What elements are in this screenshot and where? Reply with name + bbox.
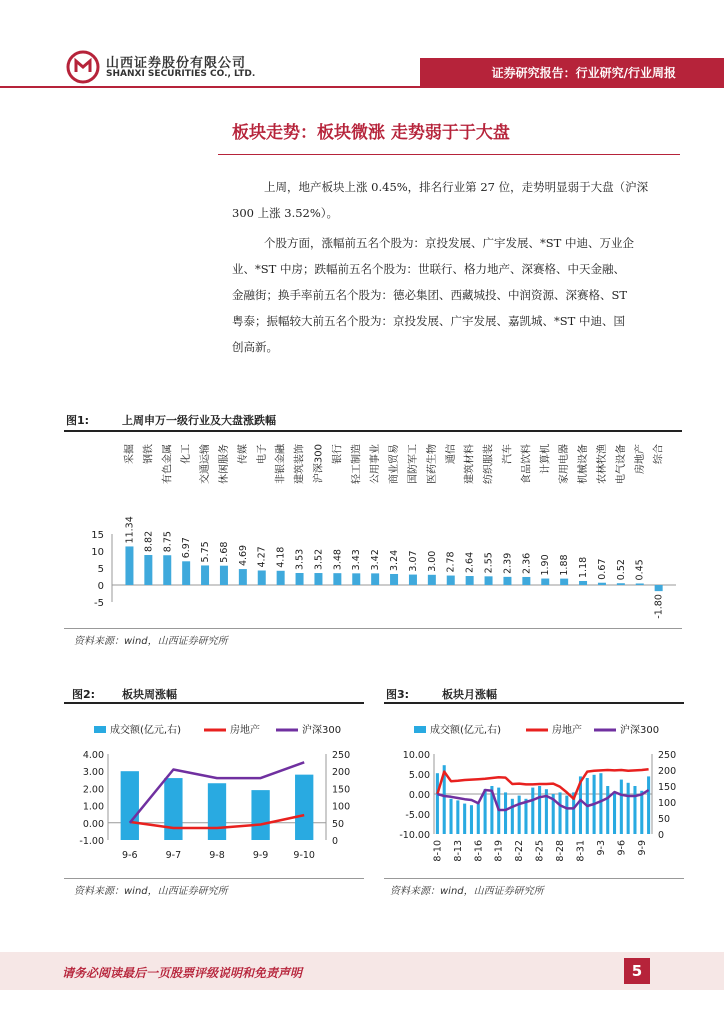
fig1-value-label: 3.43 bbox=[351, 549, 363, 571]
company-name-cn: 山西证券股份有限公司 bbox=[106, 56, 247, 71]
fig1-category-label: 综合 bbox=[653, 444, 665, 464]
fig2-bottom-rule bbox=[64, 878, 364, 879]
fig3-volume-bar bbox=[463, 804, 466, 834]
fig3-x-tick: 9-6 bbox=[616, 840, 628, 856]
fig3-volume-bar bbox=[456, 800, 459, 834]
fig2-volume-bar bbox=[164, 778, 182, 840]
fig1-category-label: 传媒 bbox=[237, 444, 249, 464]
fig1-bar bbox=[409, 575, 417, 585]
fig1-category-label: 非银金融 bbox=[275, 444, 287, 484]
fig3-volume-bar bbox=[633, 786, 636, 834]
fig1-category-label: 计算机 bbox=[540, 444, 552, 474]
fig1-category-label: 休闲服务 bbox=[218, 444, 230, 484]
fig1-value-label: 2.64 bbox=[464, 551, 476, 574]
fig3-volume-bar bbox=[620, 780, 623, 834]
fig3-volume-bar bbox=[470, 805, 473, 834]
fig1-category-label: 建筑材料 bbox=[464, 444, 476, 484]
fig3-volume-bar bbox=[484, 789, 487, 834]
fig1-value-label: 4.69 bbox=[237, 544, 249, 567]
paragraph-line: 个股方面，涨幅前五名个股为：京投发展、广宇发展、*ST 中迪、万业企 bbox=[264, 236, 634, 250]
fig1-category-label: 交通运输 bbox=[200, 444, 212, 484]
fig3-right-tick: 200 bbox=[658, 766, 677, 777]
fig1-value-label: 1.88 bbox=[559, 554, 571, 576]
fig1-value-label: 2.39 bbox=[502, 552, 514, 574]
fig3-legend-label: 成交额(亿元,右) bbox=[430, 725, 501, 736]
fig1-y-tick: 0 bbox=[97, 581, 104, 592]
fig1-y-tick: 15 bbox=[91, 530, 104, 541]
fig3-volume-bar bbox=[613, 792, 616, 834]
fig1-value-label: 8.75 bbox=[162, 531, 174, 553]
fig1-bar bbox=[296, 573, 304, 585]
fig1-bar bbox=[371, 573, 379, 585]
fig1-bar bbox=[447, 576, 455, 585]
fig2-left-tick: 3.00 bbox=[82, 767, 104, 779]
paragraph-line: 粤泰；振幅较大前五名个股为：京投发展、广宇发展、嘉凯城、*ST 中迪、国 bbox=[232, 314, 625, 328]
fig1-category-label: 汽车 bbox=[502, 444, 514, 464]
fig1-value-label: 2.36 bbox=[521, 552, 533, 574]
fig3-volume-bar bbox=[449, 799, 452, 834]
fig1-bar bbox=[541, 579, 549, 585]
fig3-source: 资料来源：wind，山西证券研究所 bbox=[390, 886, 544, 897]
fig1-bar bbox=[258, 570, 266, 585]
fig3-label: 图3: bbox=[386, 688, 410, 701]
fig2-top-rule bbox=[64, 702, 364, 704]
fig1-value-label: 8.82 bbox=[143, 530, 155, 553]
fig2-right-tick: 100 bbox=[332, 801, 351, 813]
fig1-bar bbox=[428, 575, 436, 585]
fig1-bar bbox=[655, 585, 663, 591]
paragraph-line: 300 上涨 3.52%）。 bbox=[232, 206, 339, 220]
fig3-right-tick: 100 bbox=[658, 798, 677, 809]
fig3-volume-bar bbox=[477, 804, 480, 834]
fig3-volume-bar bbox=[518, 796, 521, 834]
fig1-bar bbox=[485, 576, 493, 585]
fig3-chart bbox=[384, 712, 684, 878]
fig3-x-tick: 8-16 bbox=[473, 840, 485, 862]
fig1-category-label: 化工 bbox=[181, 444, 193, 464]
fig3-right-tick: 0 bbox=[658, 830, 665, 841]
fig1-category-label: 家用电器 bbox=[559, 444, 571, 485]
fig3-bottom-rule bbox=[384, 878, 684, 879]
fig2-title: 板块周涨幅 bbox=[122, 688, 177, 701]
fig1-bar bbox=[220, 566, 228, 585]
fig3-x-tick: 8-28 bbox=[555, 840, 567, 862]
paragraph-line: 创高新。 bbox=[232, 340, 278, 354]
fig2-x-tick: 9-8 bbox=[209, 850, 225, 861]
fig3-x-tick: 8-10 bbox=[432, 840, 444, 862]
fig1-bar bbox=[182, 561, 190, 585]
fig1-bar bbox=[579, 581, 587, 585]
section-rule bbox=[218, 154, 680, 155]
fig1-category-label: 食品饮料 bbox=[521, 444, 533, 484]
fig1-category-label: 轻工制造 bbox=[351, 444, 363, 484]
report-type: 证券研究报告：行业研究/行业周报 bbox=[491, 66, 676, 80]
fig3-top-rule bbox=[384, 702, 684, 704]
fig1-category-label: 建筑装饰 bbox=[294, 444, 306, 484]
fig2-x-tick: 9-9 bbox=[252, 850, 269, 861]
fig1-category-label: 商业贸易 bbox=[389, 444, 401, 484]
fig1-value-label: 0.45 bbox=[634, 559, 646, 581]
fig1-category-label: 电气设备 bbox=[615, 444, 627, 484]
fig1-value-label: 2.78 bbox=[445, 551, 457, 573]
fig2-right-tick: 0 bbox=[332, 836, 339, 847]
fig1-value-label: 4.18 bbox=[275, 546, 287, 568]
fig3-x-tick: 9-3 bbox=[595, 840, 607, 856]
fig1-value-label: 3.42 bbox=[370, 549, 382, 571]
fig1-value-label: 6.97 bbox=[181, 537, 193, 559]
fig3-volume-bar bbox=[647, 776, 650, 834]
fig2-left-tick: -1.00 bbox=[79, 836, 104, 847]
fig3-left-tick: -10.00 bbox=[399, 830, 430, 841]
fig2-legend-label: 沪深300 bbox=[302, 725, 342, 736]
fig1-bar bbox=[144, 555, 152, 585]
fig3-x-tick: 8-13 bbox=[452, 840, 464, 862]
fig2-source: 资料来源：wind，山西证券研究所 bbox=[74, 886, 228, 897]
fig3-volume-bar bbox=[531, 788, 534, 834]
fig2-left-tick: 2.00 bbox=[82, 784, 104, 796]
fig1-bar bbox=[352, 573, 360, 585]
fig1-value-label: 3.07 bbox=[407, 550, 419, 572]
fig1-bar bbox=[617, 583, 625, 585]
fig1-bar bbox=[636, 583, 644, 585]
fig1-top-rule bbox=[64, 430, 682, 432]
fig2-right-tick: 200 bbox=[332, 767, 351, 779]
fig2-right-tick: 50 bbox=[332, 818, 345, 830]
fig1-bar bbox=[598, 583, 606, 585]
fig1-value-label: 5.68 bbox=[218, 541, 230, 563]
fig1-category-label: 医药生物 bbox=[426, 444, 438, 484]
fig1-source: 资料来源：wind，山西证券研究所 bbox=[74, 636, 228, 647]
fig1-value-label: 3.24 bbox=[389, 549, 401, 571]
fig1-category-label: 公用事业 bbox=[370, 444, 382, 484]
fig1-value-label: 11.34 bbox=[124, 516, 136, 544]
fig1-y-tick: 5 bbox=[97, 564, 104, 575]
fig3-legend-swatch bbox=[414, 726, 426, 733]
fig1-category-label: 电子 bbox=[256, 444, 268, 464]
fig1-category-label: 钢铁 bbox=[143, 444, 155, 464]
fig1-category-label: 有色金属 bbox=[162, 444, 174, 484]
fig3-x-tick: 9-9 bbox=[636, 840, 648, 856]
fig1-value-label: 3.53 bbox=[294, 548, 306, 570]
fig1-bar bbox=[201, 565, 209, 585]
fig3-hs300-line bbox=[437, 790, 648, 810]
fig1-category-label: 沪深300 bbox=[313, 444, 325, 484]
fig3-left-tick: 0.00 bbox=[408, 790, 430, 801]
fig3-volume-bar bbox=[558, 792, 561, 834]
fig1-bar bbox=[333, 573, 341, 585]
header-divider bbox=[0, 86, 724, 88]
fig3-volume-bar bbox=[599, 773, 602, 834]
fig2-x-tick: 9-7 bbox=[165, 850, 182, 861]
fig2-chart bbox=[64, 712, 364, 872]
fig1-category-label: 纺织服装 bbox=[483, 444, 495, 484]
fig1-value-label: 0.52 bbox=[615, 559, 627, 581]
fig1-value-label: 3.48 bbox=[332, 549, 344, 571]
fig1-value-label: 1.18 bbox=[578, 556, 590, 578]
fig1-category-label: 通信 bbox=[445, 444, 457, 464]
fig1-value-label: 5.75 bbox=[200, 541, 212, 563]
fig1-category-label: 银行 bbox=[332, 444, 344, 464]
fig2-right-tick: 250 bbox=[332, 750, 351, 761]
fig2-volume-bar bbox=[208, 783, 226, 840]
fig1-category-label: 采掘 bbox=[124, 444, 136, 464]
fig3-x-tick: 8-19 bbox=[493, 840, 505, 862]
fig1-bottom-rule bbox=[64, 628, 682, 629]
fig2-x-tick: 9-10 bbox=[293, 850, 315, 861]
fig3-left-tick: 10.00 bbox=[402, 750, 430, 761]
fig1-value-label: 3.00 bbox=[426, 550, 438, 572]
fig3-left-tick: 5.00 bbox=[408, 770, 430, 781]
fig2-volume-bar bbox=[251, 790, 269, 840]
fig1-bar bbox=[277, 571, 285, 585]
fig2-left-tick: 1.00 bbox=[82, 801, 104, 813]
report-type-band bbox=[420, 58, 724, 86]
fig1-category-label: 机械设备 bbox=[578, 444, 590, 484]
fig3-volume-bar bbox=[504, 792, 507, 834]
fig1-category-label: 房地产 bbox=[634, 444, 646, 474]
fig3-volume-bar bbox=[627, 783, 630, 834]
fig1-value-label: 1.90 bbox=[540, 554, 552, 576]
fig1-bar bbox=[314, 573, 322, 585]
fig2-left-tick: 0.00 bbox=[82, 818, 104, 830]
company-logo bbox=[66, 50, 100, 84]
paragraph-line: 业、*ST 中房；跌幅前五名个股为：世联行、格力地产、深赛格、中天金融、 bbox=[232, 262, 625, 276]
fig1-value-label: -1.80 bbox=[653, 594, 665, 619]
fig2-legend-swatch bbox=[94, 726, 106, 733]
fig3-volume-bar bbox=[436, 773, 439, 834]
fig3-volume-bar bbox=[524, 799, 527, 834]
section-title: 板块走势：板块微涨 走势弱于于大盘 bbox=[232, 123, 510, 143]
fig3-volume-bar bbox=[606, 786, 609, 834]
fig1-bar bbox=[163, 555, 171, 585]
paragraph-line: 金融街；换手率前五名个股为：德必集团、西藏城投、中润资源、深赛格、ST bbox=[232, 288, 628, 302]
fig3-x-tick: 8-25 bbox=[534, 840, 546, 862]
fig2-right-tick: 150 bbox=[332, 784, 351, 796]
fig1-value-label: 2.55 bbox=[483, 552, 495, 574]
fig3-legend-label: 沪深300 bbox=[620, 725, 660, 736]
footer-disclaimer[interactable]: 请务必阅读最后一页股票评级说明和免责声明 bbox=[62, 966, 303, 980]
fig1-y-tick: 10 bbox=[91, 547, 104, 558]
fig3-volume-bar bbox=[538, 786, 541, 834]
fig2-volume-bar bbox=[121, 771, 139, 840]
fig1-y-tick: -5 bbox=[94, 598, 104, 609]
fig2-legend-label: 成交额(亿元,右) bbox=[110, 725, 181, 736]
fig1-bar bbox=[503, 577, 511, 585]
fig3-legend-label: 房地产 bbox=[552, 725, 582, 736]
fig2-legend-label: 房地产 bbox=[230, 725, 260, 736]
fig1-title: 上周申万一级行业及大盘涨跌幅 bbox=[122, 414, 276, 427]
fig1-value-label: 3.52 bbox=[313, 548, 325, 571]
fig1-category-label: 农林牧渔 bbox=[596, 444, 608, 484]
fig1-category-label: 国防军工 bbox=[407, 444, 419, 484]
fig3-x-tick: 8-31 bbox=[575, 840, 587, 862]
fig3-x-tick: 8-22 bbox=[514, 840, 526, 862]
fig2-x-tick: 9-6 bbox=[122, 850, 138, 861]
fig1-value-label: 0.67 bbox=[596, 558, 608, 580]
fig1-chart bbox=[64, 434, 684, 626]
fig2-label: 图2: bbox=[72, 688, 96, 701]
fig2-left-tick: 4.00 bbox=[82, 750, 104, 761]
fig1-bar bbox=[560, 579, 568, 585]
fig3-right-tick: 50 bbox=[658, 814, 671, 825]
fig2-volume-bar bbox=[295, 775, 313, 840]
fig1-bar bbox=[125, 546, 133, 585]
fig3-right-tick: 250 bbox=[658, 750, 677, 761]
paragraph-line: 上周，地产板块上涨 0.45%，排名行业第 27 位，走势明显弱于大盘（沪深 bbox=[264, 180, 649, 194]
fig1-bar bbox=[466, 576, 474, 585]
fig1-bar bbox=[239, 569, 247, 585]
fig1-bar bbox=[522, 577, 530, 585]
fig1-bar bbox=[390, 574, 398, 585]
fig3-volume-bar bbox=[640, 791, 643, 834]
fig3-left-tick: -5.00 bbox=[405, 810, 430, 821]
page-number: 5 bbox=[624, 958, 650, 984]
company-name-en: SHANXI SECURITIES CO., LTD. bbox=[106, 69, 256, 79]
fig3-volume-bar bbox=[565, 796, 568, 834]
fig3-title: 板块月涨幅 bbox=[442, 688, 497, 701]
fig3-right-tick: 150 bbox=[658, 782, 677, 793]
fig1-value-label: 4.27 bbox=[256, 546, 268, 568]
fig3-volume-bar bbox=[511, 799, 514, 834]
fig1-label: 图1: bbox=[66, 414, 90, 427]
